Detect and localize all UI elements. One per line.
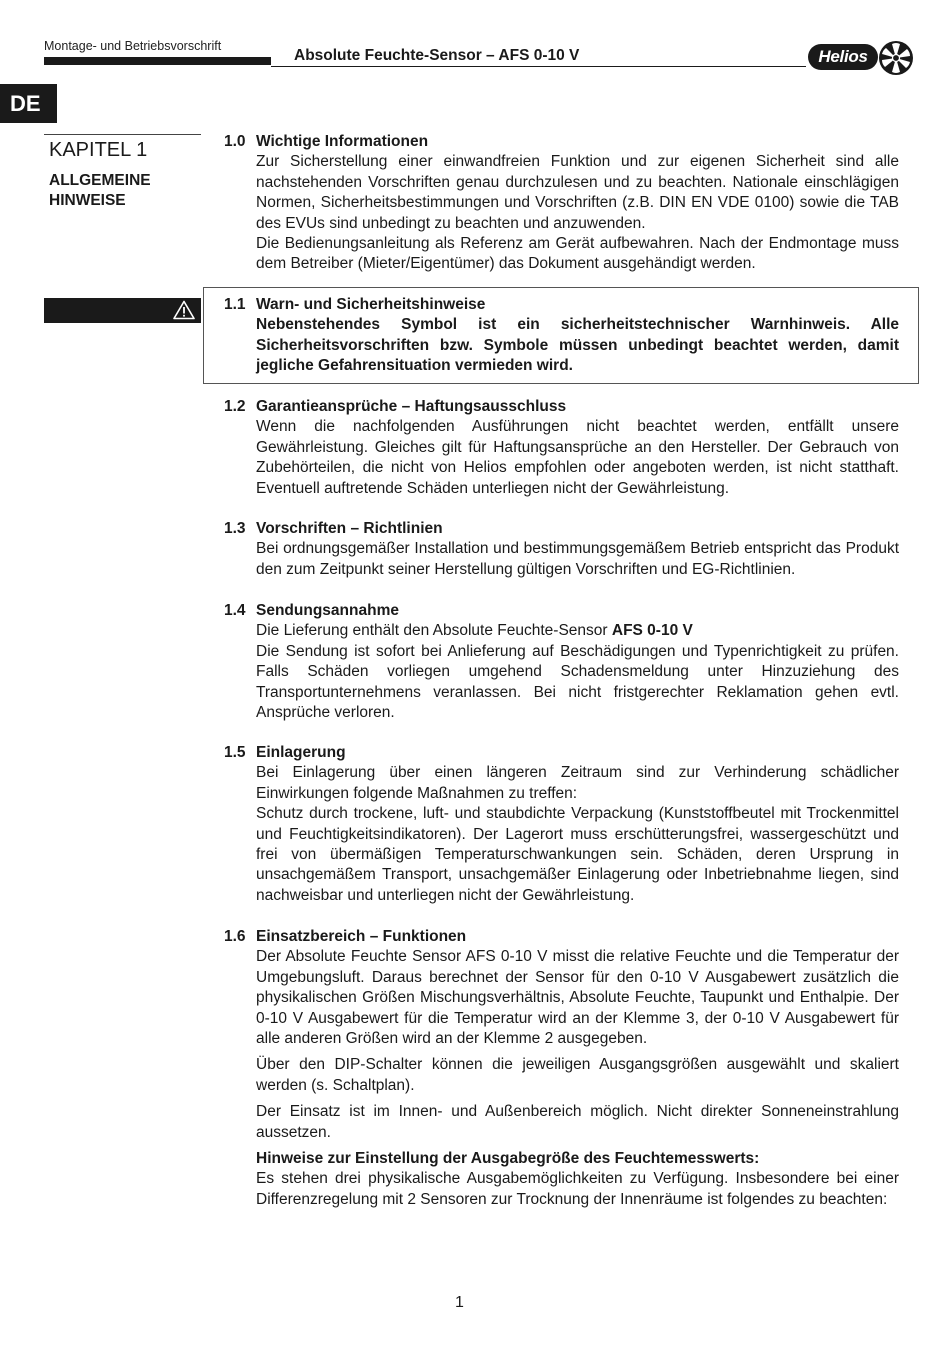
paragraph: Der Einsatz ist im Innen- und Außenbereich möglich. Nicht direkter Sonneneinstrahlung aussetzen.: [256, 1103, 899, 1141]
section-heading: 1.1 Warn- und Sicherheitshinweise: [224, 296, 486, 313]
document-type-label: Montage- und Betriebsvorschrift: [44, 39, 222, 53]
paragraph: Die Bedienungsanleitung als Referenz am Gerät aufbewahren. Nach der Endmontage muss dem Betreiber (Mieter/Eigentümer) das Dokument ausgehändigt werden.: [256, 235, 899, 273]
paragraph: Es stehen drei physikalische Ausgabemöglichkeiten zu Verfügung. Insbesondere bei einer Differenzregelung mit 2 Sensoren zur Trocknung der Innenräume ist folgendes zu beachten:: [256, 1170, 899, 1208]
helios-logo: [808, 40, 912, 76]
section-heading: 1.2 Garantieansprüche – Haftungsausschluss: [224, 398, 567, 415]
section-body: [224, 947, 899, 1210]
helios-fan-icon: [878, 40, 914, 76]
section-1-5: [224, 743, 899, 906]
paragraph: Schutz durch trockene, luft- und staubdichte Verpackung (Kunststoffbeutel mit Trockenmittel und Feuchtigkeitsindikatoren). Der Lagerort muss erschütterungsfrei, wassergeschützt und frei von übermäßigen Temperaturschwankungen sein. Schäden, deren Ursprung in unsachgemäßem Transport, unsachgemäßer Einlagerung oder Inbetriebnahme liegen, sind nachweisbar und unterliegen nicht der Gewährleistung.: [256, 805, 899, 904]
paragraph: Bei ordnungsgemäßer Installation und bestimmungsgemäßem Betrieb entspricht das Produkt den zum Zeitpunkt seiner Herstellung gültigen Vorschriften und EG-Richtlinien.: [256, 540, 899, 578]
product-name: AFS 0-10 V: [611, 622, 693, 640]
section-body: [224, 417, 899, 499]
paragraph: Wenn die nachfolgenden Ausführungen nicht beachtet werden, entfällt unsere Gewährleistung. Gleiches gilt für Haftungsansprüche an den Hersteller. Der Gebrauch von Zubehörteilen, die nicht von Helios empfohlen oder angeboten werden, ist nicht statthaft. Eventuell auftretende Schäden unterliegen nicht der Gewährleistung.: [256, 418, 899, 497]
section-body: [224, 763, 899, 906]
section-body: [224, 315, 899, 376]
paragraph: Bei Einlagerung über einen längeren Zeitraum sind zur Verhinderung schädlicher Einwirkungen folgende Maßnahmen zu treffen:: [256, 764, 899, 802]
section-heading: 1.0 Wichtige Informationen: [224, 133, 429, 150]
paragraph: Über den DIP-Schalter können die jeweiligen Ausgangsgrößen ausgewählt und skaliert werden (s. Schaltplan).: [256, 1056, 899, 1094]
section-body: [224, 621, 899, 723]
chapter-title-line1: ALLGEMEINE: [49, 172, 151, 189]
section-heading: 1.6 Einsatzbereich – Funktionen: [224, 928, 467, 945]
section-1-1: [224, 295, 899, 377]
warning-triangle-icon: [173, 300, 195, 320]
paragraph: Die Sendung ist sofort bei Anlieferung auf Beschädigungen und Typenrichtigkeit zu prüfen. Falls Schäden vorliegen umgehend Schadensmeldung unter Hinzuziehung des Transportunternehmens veranlassen. Bei nicht fristgerechter Reklamation gehen evtl. Ansprüche verloren.: [256, 642, 899, 722]
paragraph: Nebenstehendes Symbol ist ein sicherheitstechnischer Warnhinweis. Alle Sicherheitsvorschriften bzw. Symbole müssen unbedingt beachtet werden, damit jegliche Gefahrensituation vermieden wird.: [256, 316, 899, 375]
language-tab: DE: [0, 84, 57, 123]
chapter-title-line2: HINWEISE: [49, 192, 126, 209]
section-1-6: [224, 927, 899, 1210]
section-heading: 1.3 Vorschriften – Richtlinien: [224, 520, 443, 537]
section-1-0: [224, 132, 899, 275]
section-1-2: [224, 397, 899, 499]
header-bar: [44, 57, 271, 65]
document-title: Absolute Feuchte-Sensor – AFS 0-10 V: [294, 47, 580, 64]
header-rule: [271, 66, 806, 67]
section-heading: 1.5 Einlagerung: [224, 744, 346, 761]
section-1-3: [224, 519, 899, 580]
subheading: Hinweise zur Einstellung der Ausgabegröße des Feuchtemesswerts:: [256, 1150, 760, 1168]
chapter-rule: [44, 134, 201, 135]
page-number: 1: [455, 1294, 464, 1311]
section-heading: 1.4 Sendungsannahme: [224, 602, 399, 619]
warning-marker-bar: [44, 298, 201, 323]
paragraph: Die Lieferung enthält den Absolute Feuchte-Sensor AFS 0-10 V: [256, 622, 693, 640]
chapter-label: KAPITEL 1: [49, 139, 148, 161]
chapter-title: [49, 171, 151, 211]
paragraph: Der Absolute Feuchte Sensor AFS 0-10 V misst die relative Feuchte und die Temperatur der Umgebungsluft. Daraus berechnet der Sensor für den 0-10 V Ausgabewert zusätzlich die physikalischen Größen Mischungsverhältnis, Absolute Feuchte, Taupunkt und Enthalpie. Der 0-10 V Ausgabewert für die Temperatur wird an der Klemme 3, der 0-10 V Ausgabewert für alle anderen Größen wird an der Klemme 2 ausgegeben.: [256, 948, 899, 1048]
logo-text: Helios: [808, 44, 878, 70]
section-1-4: [224, 601, 899, 723]
section-body: [224, 539, 899, 580]
section-body: [224, 152, 899, 274]
paragraph: Zur Sicherstellung einer einwandfreien Funktion und zur eigenen Sicherheit sind alle nachstehenden Vorschriften genau durchzulesen und zu beachten. Nationale einschlägigen Normen, Sicherheitsbestimmungen und Vorschriften (z.B. DIN EN VDE 0100) sowie die TAB des EVUs sind unbedingt zu beachten und anzuwenden.: [256, 153, 899, 232]
